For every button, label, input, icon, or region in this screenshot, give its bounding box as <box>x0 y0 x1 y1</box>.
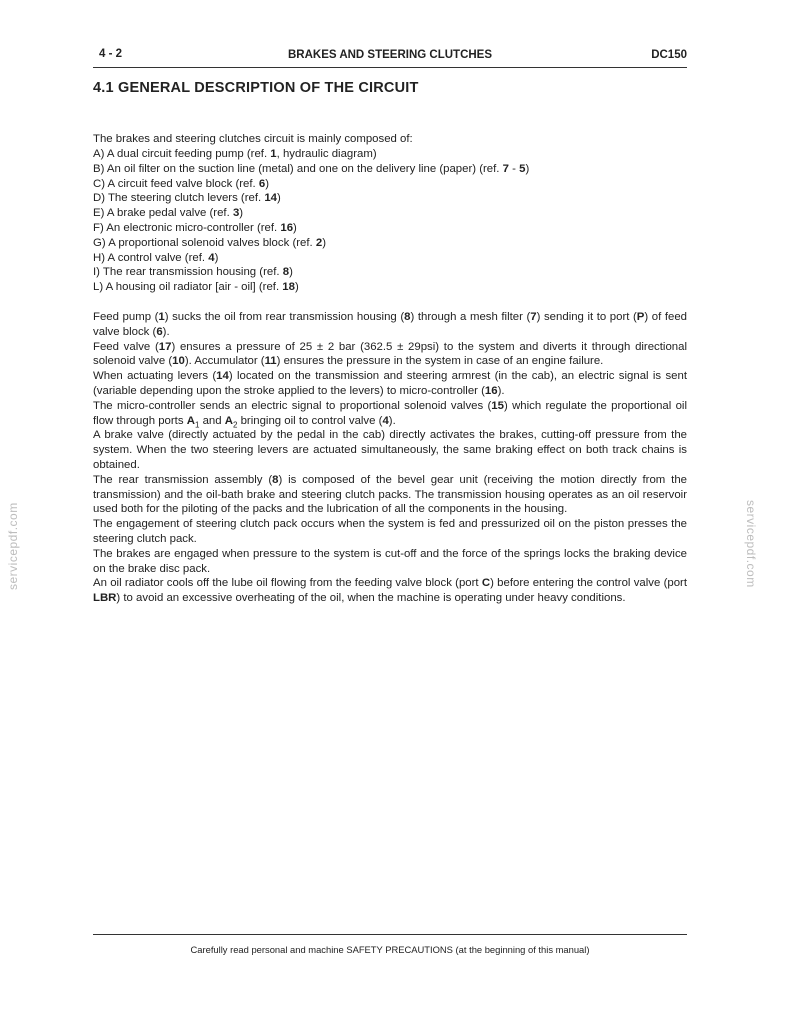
footer-note: Carefully read personal and machine SAFETY PRECAUTIONS (at the beginning of this manual) <box>190 944 590 955</box>
page-header <box>93 46 687 66</box>
text-run: ) located on the transmission and steering armrest (in the cab), an electric signal is sent (variable depending upon the stroke applied to the levers) to micro-controller ( <box>93 370 687 397</box>
text-run: ). <box>497 384 505 397</box>
text-run: Feed valve ( <box>93 340 159 353</box>
text-run: ) to avoid an excessive overheating of the oil, when the machine is operating under heavy conditions. <box>116 592 626 605</box>
text-run: I) The rear transmission housing (ref. <box>93 266 283 279</box>
text-run: ) <box>289 266 293 279</box>
model-code: DC150 <box>651 49 687 61</box>
text-run: L) A housing oil radiator [air - oil] (ref. <box>93 281 283 294</box>
list-item <box>93 251 687 266</box>
text-run: ) <box>239 207 244 220</box>
text-run: and <box>199 414 225 427</box>
list-item <box>93 147 687 162</box>
reference-number: 14 <box>264 192 278 205</box>
reference-number: C <box>481 577 491 590</box>
text-run: ). Accumulator ( <box>184 355 265 368</box>
reference-number: 17 <box>158 340 172 353</box>
text-run: ) of feed valve block ( <box>93 311 688 338</box>
list-item <box>93 280 687 295</box>
reference-number: 10 <box>172 355 185 368</box>
footer-rule <box>93 934 687 935</box>
paragraph <box>93 340 687 370</box>
text-run: ) <box>293 221 297 234</box>
text-run: ) ensures a pressure of 25 ± 2 bar (362.5 ± 29psi) to the system and diverts it through directional solenoid valve ( <box>93 340 687 368</box>
watermark-left: servicepdf.com <box>6 502 20 590</box>
paragraph <box>93 369 687 399</box>
watermark-right: servicepdf.com <box>744 500 758 588</box>
text-run: A) A dual circuit feeding pump (ref. <box>93 148 271 160</box>
text-run: F) An electronic micro-controller (ref. <box>93 221 281 234</box>
reference-number: 6 <box>258 177 266 190</box>
text-run: Feed pump ( <box>93 311 159 323</box>
reference-number: 16 <box>280 221 294 234</box>
list-item <box>93 177 687 192</box>
intro-text: The brakes and steering clutches circuit is mainly composed of: <box>93 133 413 145</box>
reference-number: 1 <box>270 148 277 160</box>
reference-number: 4 <box>382 414 389 427</box>
list-item <box>93 191 687 206</box>
text-run: ) is composed of the bevel gear unit (receiving the motion directly from the transmission) and the oil-bath brake and steering clutch packs. The transmission housing operates as an oil reservoir used both for the piloting of the packs and the lubrication of all the components in the housing. <box>93 473 687 516</box>
text-run: C) A circuit feed valve block (ref. <box>93 177 259 190</box>
reference-number: 15 <box>491 399 504 412</box>
reference-number: 11 <box>264 355 277 368</box>
text-run: ) <box>265 177 269 190</box>
text-run: A brake valve (directly actuated by the pedal in the cab) directly activates the brakes, cutting-off pressure from the system. When the two steering levers are actuated simultaneously, the same braking effect on both track chains is obtained. <box>93 429 687 471</box>
reference-number: 18 <box>282 281 295 294</box>
paragraph <box>93 310 687 340</box>
reference-number: 6 <box>156 325 163 338</box>
text-run: H) A control valve (ref. <box>93 251 209 264</box>
text-run: ) sucks the oil from rear transmission housing ( <box>164 311 405 323</box>
text-run: , hydraulic diagram) <box>276 148 377 160</box>
paragraph <box>93 428 687 472</box>
text-run: ) <box>277 192 281 205</box>
reference-number: 5 <box>519 162 526 175</box>
text-run: B) An oil filter on the suction line (metal) and one on the delivery line (paper) (ref. <box>93 162 503 175</box>
reference-number: 3 <box>232 207 240 220</box>
paragraph <box>93 517 687 547</box>
text-run: ) <box>214 251 219 264</box>
port-subscript: 1 <box>194 419 200 429</box>
reference-number: 8 <box>272 473 279 486</box>
header-rule <box>93 67 687 68</box>
text-run: ). <box>162 325 170 338</box>
text-run: ) ensures the pressure in the system in case of an engine failure. <box>276 355 604 368</box>
list-item <box>93 221 687 236</box>
text-run: ) <box>322 236 327 249</box>
reference-number: A <box>224 414 233 427</box>
text-run: bringing oil to control valve ( <box>237 414 383 427</box>
text-run: ) <box>525 162 530 175</box>
text-run: The engagement of steering clutch pack occurs when the system is fed and pressurized oil on the piston presses the steering clutch pack. <box>93 518 687 545</box>
reference-number: 2 <box>315 236 323 249</box>
list-item <box>93 265 687 280</box>
reference-number: 7 <box>530 311 537 323</box>
text-run: An oil radiator cools off the lube oil flowing from the feeding valve block (port <box>93 577 482 590</box>
reference-number: P <box>636 311 645 323</box>
paragraph <box>93 547 687 577</box>
text-run: G) A proportional solenoid valves block (ref. <box>93 236 316 249</box>
reference-number: 1 <box>158 311 165 323</box>
text-run: ) <box>294 281 299 294</box>
reference-number: LBR <box>93 592 117 605</box>
list-item <box>93 162 687 177</box>
text-run: ) sending it to port ( <box>536 311 637 323</box>
text-run: ) before entering the control valve (port <box>490 577 687 590</box>
port-subscript: 2 <box>232 419 238 429</box>
section-title: 4.1 GENERAL DESCRIPTION OF THE CIRCUIT <box>93 80 419 96</box>
component-list <box>93 147 687 295</box>
description-body <box>93 310 687 606</box>
text-run: ). <box>388 414 396 427</box>
text-run: - <box>508 162 520 175</box>
text-run: The micro-controller sends an electric signal to proportional solenoid valves ( <box>93 399 492 412</box>
reference-number: 4 <box>208 251 215 264</box>
text-run: When actuating levers ( <box>93 370 217 383</box>
text-run: ) which regulate the proportional oil flow through ports <box>93 399 687 427</box>
chapter-title: BRAKES AND STEERING CLUTCHES <box>287 49 493 61</box>
text-run: The brakes are engaged when pressure to the system is cut-off and the force of the springs locks the braking device on the brake disc pack. <box>93 547 687 575</box>
list-item <box>93 206 687 221</box>
reference-number: 8 <box>282 266 290 279</box>
reference-number: 8 <box>404 311 411 323</box>
paragraph <box>93 576 687 606</box>
text-run: E) A brake pedal valve (ref. <box>93 207 233 220</box>
reference-number: 14 <box>216 370 229 383</box>
reference-number: 7 <box>502 162 509 175</box>
page-number: 4 - 2 <box>99 48 123 60</box>
list-item <box>93 236 687 251</box>
text-run: The rear transmission assembly ( <box>93 473 273 486</box>
paragraph <box>93 473 687 517</box>
paragraph <box>93 399 687 429</box>
text-run: D) The steering clutch levers (ref. <box>93 192 265 205</box>
reference-number: 16 <box>484 384 498 397</box>
reference-number: A <box>186 414 195 427</box>
text-run: ) through a mesh filter ( <box>410 311 531 323</box>
